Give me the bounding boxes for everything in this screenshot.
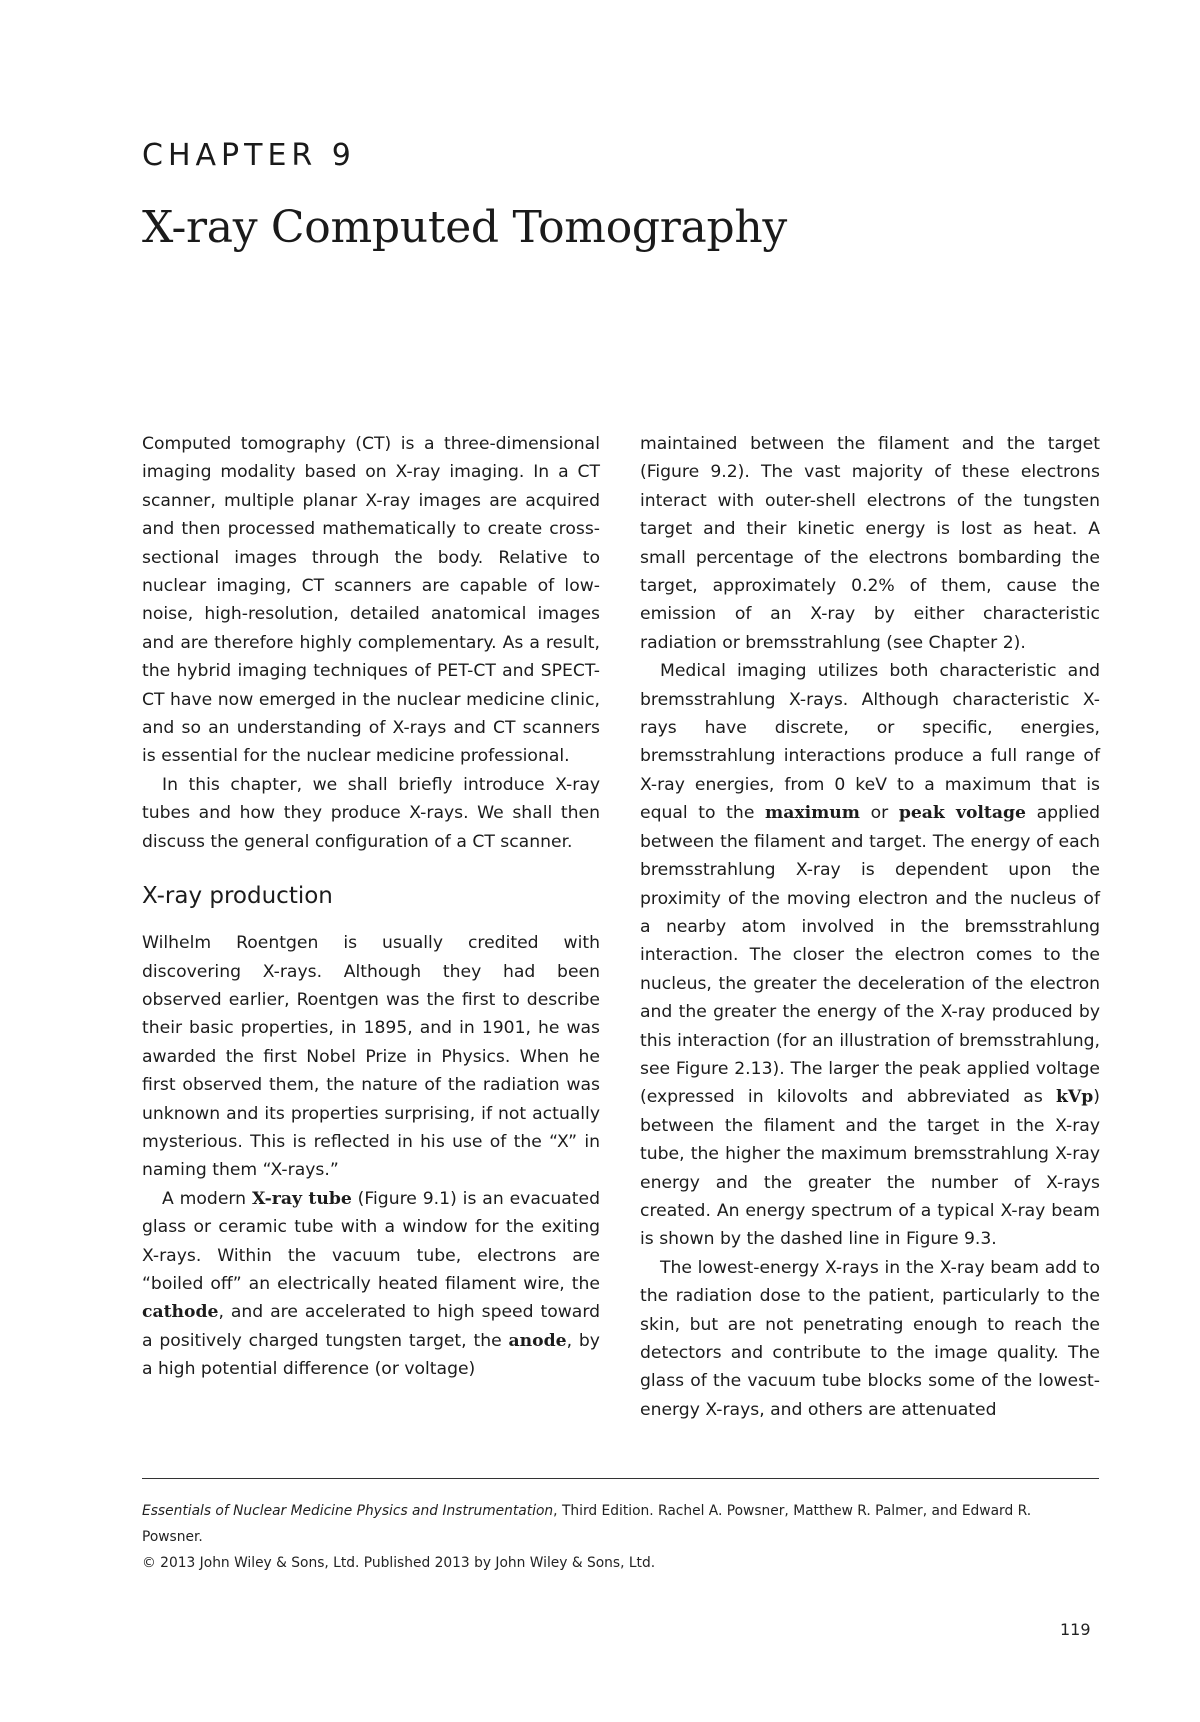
- continued-paragraph: maintained between the filament and the target (Figure 9.2). The vast majority of these electrons interact with outer-shell electrons of the tungsten target and their kinetic energy is lost as heat. A small percentage of the electrons bombarding the target, approximately 0.2% of them, cause the emission of an X-ray by either characteristic radiation or bremsstrahlung (see Chapter 2).: [640, 434, 1100, 653]
- text-run: (Figure 9.1) is an evacuated glass or ceramic tube with a window for the exiting X-rays. Within the vacuum tube, electrons are “boiled off” an electrically heated filament wire, the: [142, 1188, 600, 1294]
- roentgen-paragraph: Wilhelm Roentgen is usually credited with discovering X-rays. Although they had been observed earlier, Roentgen was the first to describe their basic properties, in 1895, and in 1901, he was awarded the first Nobel Prize in Physics. When he first observed them, the nature of the radiation was unknown and its properties surprising, if not actually mysterious. This is reflected in his use of the “X” in naming them “X-rays.”: [142, 933, 600, 1181]
- text-run: applied between the filament and target. The energy of each bremsstrahlung X-ray is dependent upon the proximity of the moving electron and the nucleus of a nearby atom involved in the bremsstrahlung interaction. The closer the electron comes to the nucleus, the greater the deceleration of the electron and the greater the energy of the X-ray produced by this interaction (for an illustration of bremsstrahlung, see Figure 2.13). The larger the peak applied voltage (expressed in kilovolts and abbreviated as: [640, 803, 1100, 1108]
- term-cathode: cathode: [142, 1302, 219, 1323]
- low-energy-paragraph: The lowest-energy X-rays in the X-ray beam add to the radiation dose to the patient, particularly to the skin, but are not penetrating enough to reach the detectors and contribute to the image quality. The glass of the vacuum tube blocks some of the lowest-energy X-rays, and others are attenuated: [640, 1257, 1100, 1420]
- term-anode: anode: [508, 1330, 567, 1351]
- term-maximum: maximum: [765, 803, 860, 824]
- text-run: , and are accelerated to high speed toward a positively charged tungsten target, the: [142, 1302, 600, 1351]
- footnote-divider: [142, 1478, 1099, 1479]
- xray-tube-paragraph: [142, 1185, 600, 1384]
- term-kvp: kVp: [1056, 1087, 1094, 1108]
- bremsstrahlung-paragraph: [640, 657, 1100, 1254]
- right-column: [640, 430, 1100, 1424]
- text-run: or: [859, 803, 899, 824]
- copyright-line: © 2013 John Wiley & Sons, Ltd. Published 2013 by John Wiley & Sons, Ltd.: [142, 1555, 656, 1571]
- book-title: Essentials of Nuclear Medicine Physics and Instrumentation: [142, 1503, 554, 1519]
- footnote: [142, 1498, 1042, 1576]
- text-run: Medical imaging utilizes both characteristic and bremsstrahlung X-rays. Although characteristic X-rays have discrete, or specific, energies, bremsstrahlung interactions produce a full range of X-ray energies, from 0 keV to a maximum that is equal to the: [640, 661, 1100, 824]
- intro-paragraph: Computed tomography (CT) is a three-dimensional imaging modality based on X-ray imaging. In a CT scanner, multiple planar X-ray images are acquired and then processed mathematically to create cross-sectional images through the body. Relative to nuclear imaging, CT scanners are capable of low-noise, high-resolution, detailed anatomical images and are therefore highly complementary. As a result, the hybrid imaging techniques of PET-CT and SPECT-CT have now emerged in the nuclear medicine clinic, and so an understanding of X-rays and CT scanners is essential for the nuclear medicine professional.: [142, 434, 600, 767]
- chapter-label: CHAPTER 9: [142, 138, 356, 173]
- left-column: [142, 430, 600, 1384]
- text-run: A modern: [162, 1188, 252, 1209]
- edition-authors: , Third Edition. Rachel A. Powsner, Matthew R. Palmer, and Edward R. Powsner.: [142, 1503, 1032, 1545]
- term-peak-voltage: peak voltage: [898, 803, 1026, 824]
- chapter-overview-paragraph: In this chapter, we shall briefly introduce X-ray tubes and how they produce X-rays. We shall then discuss the general configuration of a CT scanner.: [142, 774, 600, 852]
- text-run: ) between the filament and the target in the X-ray tube, the higher the maximum bremsstrahlung X-ray energy and the greater the number of X-rays created. An energy spectrum of a typical X-ray beam is shown by the dashed line in Figure 9.3.: [640, 1087, 1100, 1250]
- chapter-title: X-ray Computed Tomography: [142, 202, 787, 253]
- page-number: 119: [1060, 1620, 1091, 1639]
- citation-line: [142, 1498, 1042, 1550]
- term-xray-tube: X-ray tube: [251, 1188, 352, 1209]
- section-heading-xray-production: X-ray production: [142, 883, 333, 910]
- text-run: , by a high potential difference (or voltage): [142, 1330, 600, 1380]
